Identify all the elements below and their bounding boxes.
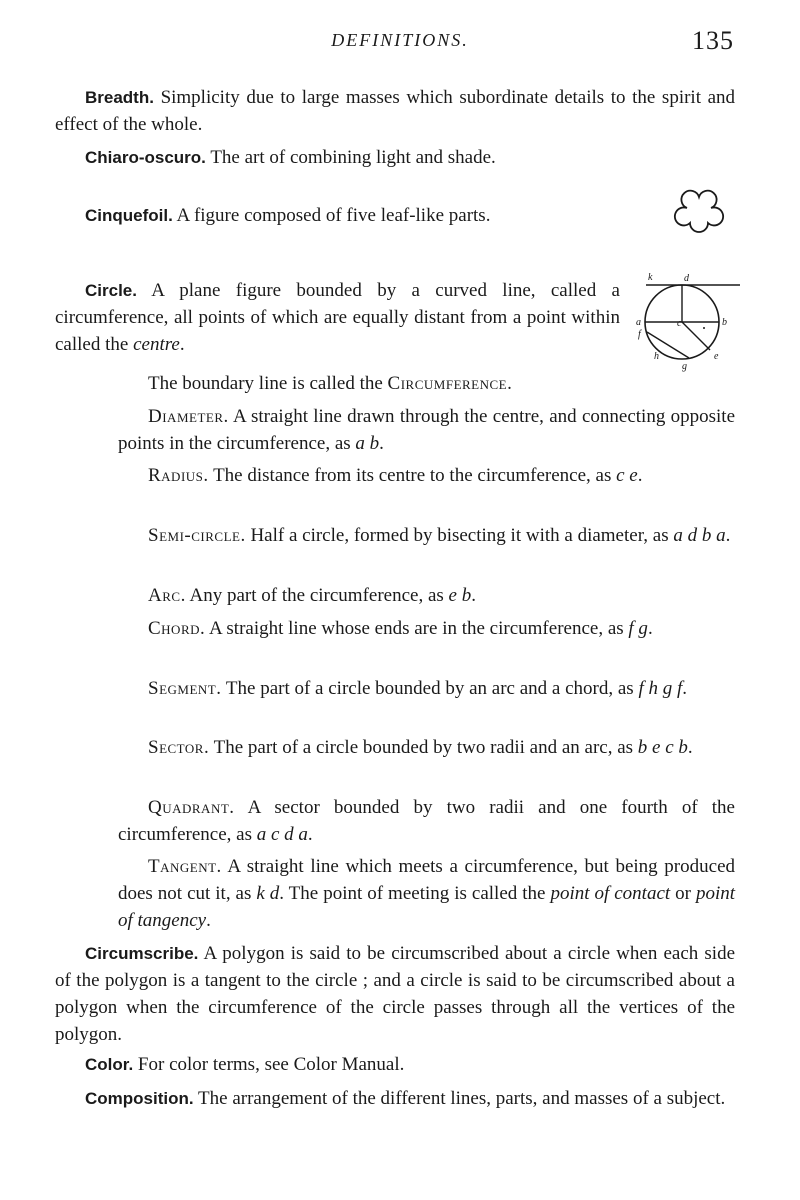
semicircle-end: . (725, 525, 731, 546)
quadrant-ref: a c d a (256, 824, 308, 845)
circle-arc (118, 582, 735, 609)
diameter-ref: a b (355, 433, 380, 454)
quadrant-term: Quadrant. (148, 797, 235, 818)
boundary-end: . (507, 373, 512, 394)
diameter-end: . (379, 433, 384, 454)
tangent-point-of-contact: point of contact (550, 883, 671, 904)
circle-sector (118, 734, 735, 761)
definition-circle: A plane figure bounded by a curved line, called a circumference, all points of which are equally distant from a point within called the (55, 280, 620, 355)
entry-breadth (55, 84, 735, 138)
chord-ref: f g (628, 618, 648, 639)
diameter-text: A straight line drawn through the centre, and connecting opposite points in the circumference, as (118, 406, 735, 454)
chord-term: Chord. (148, 618, 206, 639)
term-color: Color. (85, 1055, 134, 1074)
entry-cinquefoil (55, 202, 655, 229)
tangent-or: or (675, 883, 691, 904)
circle-diameter (118, 403, 735, 457)
tangent-ref: k d (256, 883, 280, 904)
circle-tangent (118, 853, 735, 934)
arc-ref: e b (448, 585, 472, 606)
label-h: h (654, 351, 659, 362)
boundary-text: The boundary line is called the (148, 373, 383, 394)
definition-composition: The arrangement of the different lines, parts, and masses of a subject. (198, 1088, 726, 1109)
semicircle-text: Half a circle, formed by bisecting it with a diameter, as (250, 525, 669, 546)
semicircle-ref: a d b a (673, 525, 726, 546)
term-circumscribe: Circumscribe. (85, 944, 199, 963)
entry-composition (55, 1085, 735, 1112)
sector-term: Sector. (148, 737, 210, 758)
term-breadth: Breadth. (85, 88, 154, 107)
chord-end: . (647, 618, 653, 639)
radius-line-ce (682, 322, 710, 350)
segment-text: The part of a circle bounded by an arc and a chord, as (225, 678, 634, 699)
semicircle-term: Semi-circle. (148, 525, 246, 546)
tangent-term: Tangent. (148, 856, 222, 877)
tangent-point-of-tangency: point of tangency (118, 883, 736, 931)
segment-ref: f h g f (638, 678, 683, 699)
centre-word: centre (133, 334, 180, 355)
label-c: c (677, 318, 682, 329)
arc-term: Arc. (148, 585, 186, 606)
boundary-term: Circumference (387, 373, 508, 394)
segment-end: . (682, 678, 688, 699)
label-f: f (638, 329, 641, 340)
circle-radius (118, 462, 735, 489)
term-composition: Composition. (85, 1089, 194, 1108)
sector-text: The part of a circle bounded by two radii and an arc, as (213, 737, 634, 758)
circle-chord (118, 615, 735, 642)
segment-term: Segment. (148, 678, 222, 699)
label-d: d (684, 273, 689, 284)
circle-boundary (118, 370, 735, 397)
term-circle: Circle. (85, 281, 137, 300)
circle-end: . (179, 334, 185, 355)
definition-chiaro-oscuro: The art of combining light and shade. (210, 147, 496, 168)
label-a: a (636, 317, 641, 328)
definition-color: For color terms, see Color Manual. (137, 1054, 405, 1075)
circle-segment (118, 675, 735, 702)
label-e: e (714, 351, 719, 362)
arc-text: Any part of the circumference, as (189, 585, 444, 606)
entry-circumscribe (55, 940, 735, 1048)
tangent-end: . (206, 910, 211, 931)
chord-text: A straight line whose ends are in the circumference, as (208, 618, 624, 639)
term-chiaro-oscuro: Chiaro-oscuro. (85, 148, 206, 167)
definition-circumscribe: A polygon is said to be circumscribed about a circle when each side of the polygon is a tangent to the circle ; and a circle is said to be circumscribed about a polygon when the circumference of the circle passes through all the vertices of the polygon. (55, 943, 736, 1045)
entry-chiaro-oscuro (55, 144, 735, 171)
label-b: b (722, 317, 727, 328)
cinquefoil-figure (664, 179, 734, 249)
circle-semicircle (118, 522, 735, 549)
label-g: g (682, 361, 687, 372)
quadrant-end: . (307, 824, 313, 845)
circle-diagram (632, 270, 744, 370)
running-title: DEFINITIONS. (331, 30, 469, 50)
tangent-text: A straight line which meets a circumference, but being produced does not cut it, as (118, 856, 735, 904)
circle-quadrant (118, 794, 735, 848)
sector-ref: b e c b (637, 737, 688, 758)
label-k: k (648, 272, 653, 283)
arc-end: . (471, 585, 476, 606)
radius-ref: c e (616, 465, 638, 486)
radius-text: The distance from its centre to the circumference, as (213, 465, 612, 486)
radius-term: Radius. (148, 465, 209, 486)
sector-end: . (687, 737, 693, 758)
radius-end: . (637, 465, 643, 486)
diameter-term: Diameter. (148, 406, 229, 427)
centre-dot (703, 327, 705, 329)
definition-breadth: Simplicity due to large masses which subordinate details to the spirit and effect of the whole. (55, 87, 736, 135)
entry-color (55, 1051, 735, 1078)
tangent-mid: . The point of meeting is called the (279, 883, 546, 904)
page-number: 135 (692, 26, 734, 55)
term-cinquefoil: Cinquefoil. (85, 206, 173, 225)
quadrant-text: A sector bounded by two radii and one fourth of the circumference, as (118, 797, 735, 845)
entry-circle (55, 277, 620, 358)
definition-cinquefoil: A figure composed of five leaf-like parts. (176, 205, 491, 226)
